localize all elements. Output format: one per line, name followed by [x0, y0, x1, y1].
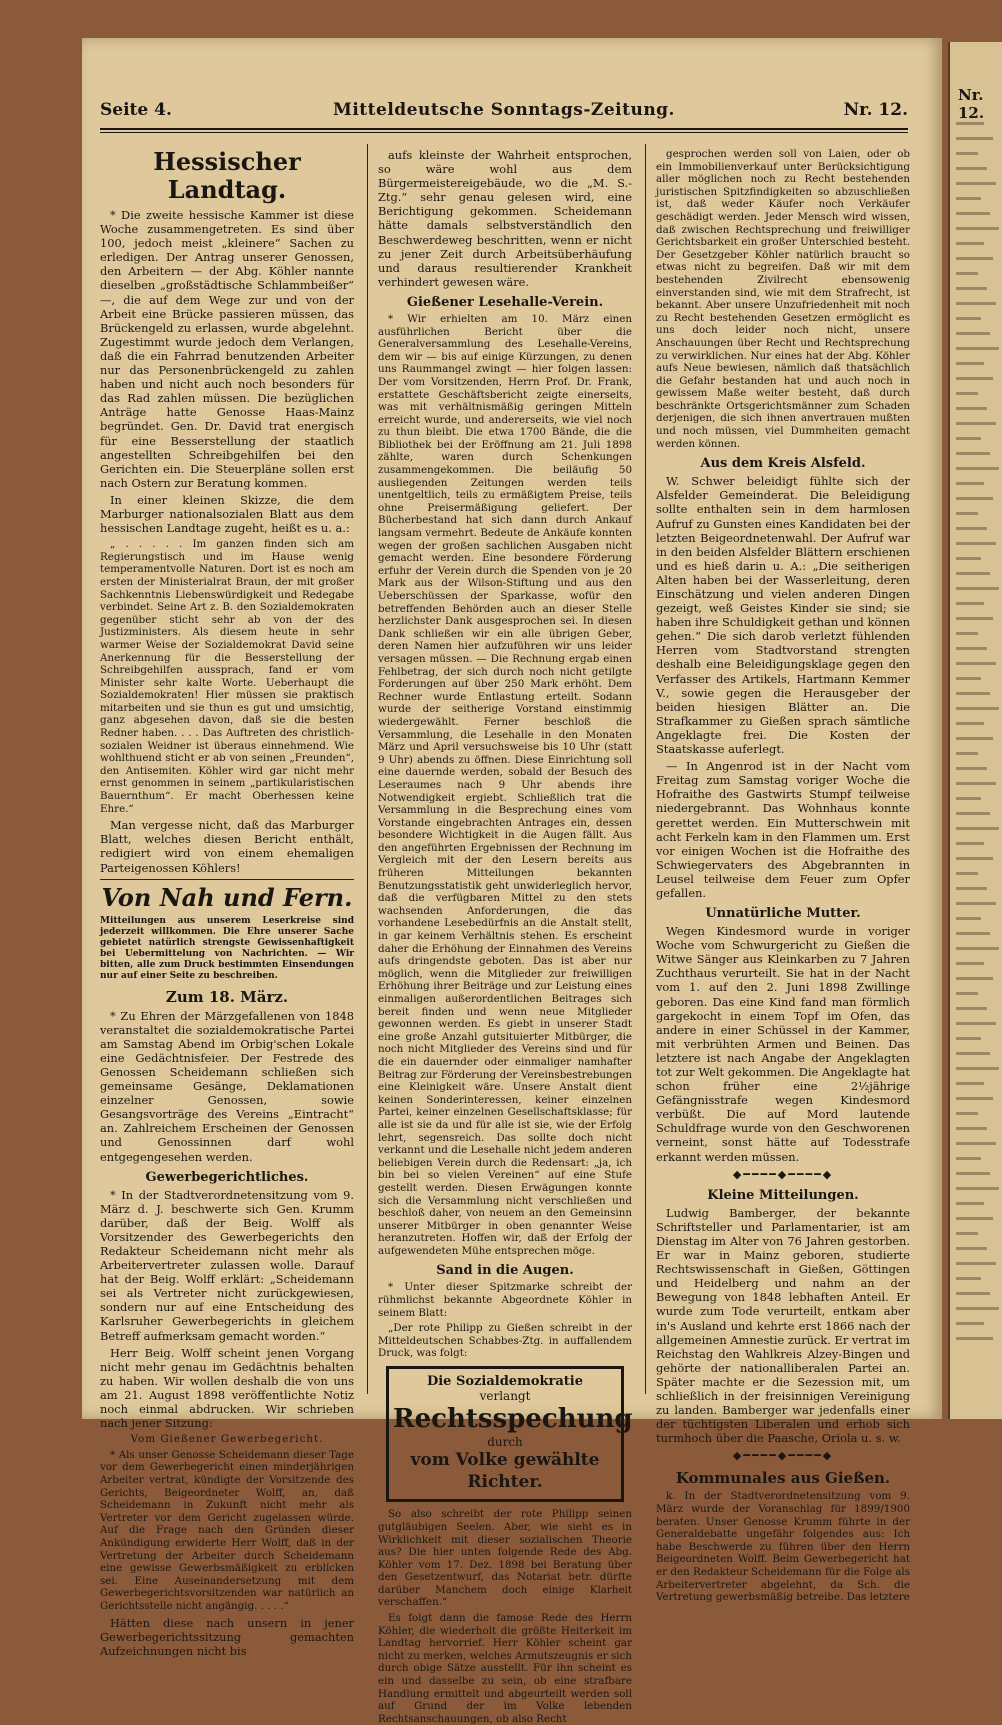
adjacent-text-line: [956, 422, 996, 425]
adjacent-text-line: [956, 1172, 990, 1175]
heading-giessener-lesehalle-verein: Gießener Lesehalle-Verein.: [406, 294, 604, 310]
adjacent-text-line: [956, 797, 981, 800]
adjacent-text-line: [956, 947, 999, 950]
adjacent-text-line: [956, 1277, 981, 1280]
adjacent-text-line: [956, 377, 993, 380]
adjacent-text-line: [956, 707, 999, 710]
page-header: [100, 100, 908, 124]
adjacent-text-line: [956, 827, 999, 830]
adjacent-text-line: [956, 317, 981, 320]
heading-von-nah-und-fern: Von Nah und Fern.: [101, 882, 353, 912]
quoted-text: „ . . . . . Im ganzen finden sich am Regierungstisch und im Hause wenig temperamentvolle Naturen. Dort ist es noch am ersten der Ministerialrat Braun, der mit großer Sachkenntnis Liebenswürdigkeit und Redegabe verbindet. Seine Art z. B. den Sozialdemokraten gegenüber sticht sehr ab von der des Justizministers. Als diesem heute in sehr warmer Weise der Sozialdemokrat David seine Anerkennung für die Besserstellung der Schreibgehilfen aussprach, fand er vom Minister sehr kalte Worte. Ueberhaupt die Sozialdemokraten! Hier müssen sie praktisch mitarbeiten und sie thun es gut und umsichtig, ganz abgesehen davon, daß sie die besten Redner haben. . . . Das Auftreten des christlich-sozialen Weidner ist überaus einnehmend. Wie wohlthuend sticht er ab von seinen „Freunden“, den Antisemiten. Köhler wird gar nicht mehr ernst genommen in seinem „partikularistischen Bauernthum“. Er macht Oberhessen keine Ehre.“: [100, 538, 354, 815]
header-rule: [100, 128, 908, 130]
adjacent-text-line: [956, 272, 978, 275]
divider: [100, 879, 354, 880]
box-line: Die Sozialdemokratie: [426, 1374, 584, 1390]
article-text: Hätten diese nach unsern in jener Gewerbegerichtssitzung gemachten Aufzeichnungen nicht bis: [100, 1615, 354, 1658]
adjacent-text-line: [956, 227, 999, 230]
quoted-box: [386, 1366, 633, 1502]
adjacent-page-number: Nr. 12.: [958, 86, 985, 122]
adjacent-text-line: [956, 437, 981, 440]
adjacent-text-line: [956, 287, 987, 290]
quoted-text: „Der rote Philipp zu Gießen schreibt in der Mitteldeutschen Schabbes-Ztg. in auffallendem Druck, was folgt:: [378, 1322, 632, 1360]
column-3: [656, 148, 910, 1604]
heading-unnatuerliche-mutter: Unnatürliche Mutter.: [705, 906, 861, 922]
article-text: * Die zweite hessische Kammer ist diese Woche zusammengetreten. Es sind über 100, jedoch meist „kleinere“ Sachen zu erledigen. Der Antrag unserer Genossen, den Arbeitern — der Abg. Köhler nannte dieselben „großstädtische Schlammbeißer“ —, die auf dem Wege zur und von der Arbeit eine Brücke passieren müssen, das Brückengeld zu erlassen, wurde abgelehnt. Zugestimmt wurde jedoch dem Verlangen, daß die ein Fahrrad benutzenden Arbeiter nur das Personenbrückengeld zu zahlen haben und nicht auch noch besonders für das Rad zahlen müssen. Die bezüglichen Anträge hatte Genosse Haas-Mainz begründet. Gen. Dr. David trat energisch für eine Besserstellung der staatlich angestellten Schreibgehilfen bei den Gerichten ein. Die Steuerpläne sollen erst nach Ostern zur Beratung kommen.: [100, 208, 354, 490]
adjacent-text-line: [956, 512, 978, 515]
adjacent-text-line: [956, 632, 978, 635]
adjacent-text-line: [956, 962, 984, 965]
issue-number: Nr. 12.: [843, 100, 908, 120]
adjacent-text-line: [956, 242, 984, 245]
adjacent-text-line: [956, 452, 990, 455]
adjacent-text-line: [956, 1292, 990, 1295]
adjacent-text-line: [956, 902, 996, 905]
adjacent-text-line: [956, 857, 993, 860]
adjacent-text-line: [956, 152, 978, 155]
adjacent-text-line: [956, 782, 996, 785]
adjacent-text-line: [956, 1307, 999, 1310]
adjacent-text-line: [956, 362, 984, 365]
adjacent-text-line: [956, 677, 981, 680]
adjacent-text-line: [956, 812, 990, 815]
adjacent-text-line: [956, 587, 999, 590]
adjacent-text-line: [956, 1127, 987, 1130]
article-text: Wegen Kindesmord wurde in voriger Woche vom Schwurgericht zu Gießen die Witwe Sänger aus Kleinkarben zu 7 Jahren Zuchthaus verurteilt. Sie hat in der Nacht vom 1. auf den 2. Juni 1898 Zwillinge geboren. Das eine Kind fand man förmlich gargekocht in einem Topf im Ofen, das andere in einer Schüssel in der Kammer, mit verbrühten Armen und Beinen. Das letztere ist nach Angabe der Angeklagten tot zur Welt gekommen. Die Angeklagte hat schon früher eine 2½jährige Gefängnisstrafe wegen Kindesmord verbüßt. Die auf Mord lautende Schuldfrage wurde von den Geschworenen verneint, sonst hätte auf Todesstrafe erkannt werden müssen.: [656, 924, 910, 1164]
article-text: Es folgt dann die famose Rede des Herrn Köhler, die wiederholt die größte Heiterkeit im Landtag hervorrief. Herr Köhler scheint gar nicht zu merken, welches Armutszeugnis er sich durch obige Sätze ausstellt. Für ihn scheint es ein und dasselbe zu sein, ob eine strafbare Handlung ermittelt und abgeurteilt werden soll auf Grund der im Volke lebenden Rechtsanschauungen, ob also Recht: [378, 1612, 632, 1725]
column-2: [378, 148, 633, 1725]
adjacent-text-line: [956, 467, 999, 470]
adjacent-text-line: [956, 887, 987, 890]
heading-kleine-mitteilungen: Kleine Mitteilungen.: [707, 1187, 859, 1203]
quoted-heading: Vom Gießener Gewerbegericht.: [130, 1433, 324, 1446]
adjacent-text-line: [956, 1262, 996, 1265]
adjacent-text-line: [956, 1082, 984, 1085]
adjacent-text-line: [956, 1217, 993, 1220]
article-text: — In Angenrod ist in der Nacht vom Freitag zum Samstag voriger Woche die Hofraithe des Gastwirts Stumpf teilweise niedergebrannt. Das Wohnhaus konnte gerettet werden. Ein Mutterschwein mit acht Ferkeln kam in den Flammen um. Erst vor einigen Wochen ist die Hofraithe des Schwiegervaters des Abgebrannten in Leusel teilweise dem Feuer zum Opfer gefallen.: [656, 759, 910, 900]
adjacent-text-line: [956, 917, 981, 920]
column-divider: [367, 144, 368, 1394]
adjacent-text-line: [956, 1067, 999, 1070]
adjacent-text-line: [956, 647, 987, 650]
heading-sand-in-die-augen: Sand in die Augen.: [436, 1263, 574, 1279]
adjacent-text-line: [956, 602, 984, 605]
adjacent-text-line: [956, 767, 987, 770]
adjacent-text-line: [956, 257, 993, 260]
adjacent-text-line: [956, 527, 987, 530]
adjacent-text-line: [956, 137, 993, 140]
adjacent-text-line: [956, 497, 993, 500]
article-text: gesprochen werden soll von Laien, oder ob ein Immobilienverkauf unter Berücksichtigung aller möglichen noch zu Recht bestehenden juristischen Spitzfindigkeiten so abzuschließen ist, daß weder Käufer noch Verkäufer geschädigt werden. Jeder Mensch wird wissen, daß zwischen Rechtsprechung und freiwilliger Gerichtsbarkeit ein großer Unterschied besteht. Der Gesetzgeber Köhler natürlich braucht so etwas nicht zu begreifen. Daß wir mit dem bestehenden Zivilrecht ebensowenig einverstanden sind, wie mit dem Strafrecht, ist bekannt. Aber unsere Unzufriedenheit mit noch zu Recht bestehenden Gesetzen ermöglicht es uns doch leider noch nicht, unsere Anschauungen über Recht und Rechtsprechung zu verwirklichen. Nur eines hat der Abg. Köhler aufs Neue bewiesen, nämlich daß thatsächlich die Gefahr bestanden hat und auch noch in gewissem Maße weiter besteht, daß durch beschränkte Ortsgerichtsmänner zum Schaden derjenigen, die sich ihnen anvertrauen mußten und noch müssen, viel Dummheiten gemacht werden können.: [656, 148, 910, 450]
adjacent-text-line: [956, 737, 993, 740]
adjacent-text-line: [956, 1142, 996, 1145]
adjacent-text-line: [956, 1037, 981, 1040]
adjacent-text-line: [956, 932, 990, 935]
adjacent-text-line: [956, 1322, 984, 1325]
adjacent-text-line: [956, 347, 999, 350]
article-text: k. In der Stadtverordnetensitzung vom 9. März wurde der Voranschlag für 1899/1900 beraten. Unser Genosse Krumm führte in der Generaldebatte ungefähr folgendes aus: Ich habe Beschwerde zu führen über den Herrn Beigeordneten Wolff. Beim Gewerbegericht hat er den Redakteur Scheidemann für die Folge als Arbeitervertreter abgelehnt, da Sch. die Vertretung gewerbsmäßig betreibe. Das letztere: [656, 1490, 910, 1604]
adjacent-text-line: [956, 1112, 978, 1115]
header-rule-thin: [100, 132, 908, 133]
adjacent-text-line: [956, 482, 984, 485]
adjacent-text-line: [956, 617, 993, 620]
newspaper-title: Mitteldeutsche Sonntags-Zeitung.: [333, 100, 675, 120]
adjacent-text-line: [956, 1007, 987, 1010]
column-divider: [645, 144, 646, 1394]
adjacent-text-line: [956, 1232, 978, 1235]
adjacent-text-line: [956, 977, 993, 980]
article-text: Man vergesse nicht, daß das Marburger Blatt, welches diesen Bericht enthält, redigiert wird von einem ehemaligen Parteigenossen Köhlers!: [100, 818, 354, 875]
box-line: verlangt: [479, 1389, 531, 1404]
adjacent-text-line: [956, 197, 981, 200]
adjacent-text-line: [956, 557, 981, 560]
heading-zum-18-maerz: Zum 18. März.: [165, 987, 289, 1006]
article-text: * In der Stadtverordnetensitzung vom 9. März d. J. beschwerte sich Gen. Krumm darüber, daß der Beig. Wolff als Vorsitzender des Gewerbegerichts den Redakteur Scheidemann nicht mehr als Arbeitervertreter zulassen wolle. Darauf hat der Beig. Wolff erklärt: „Scheidemann sei als Vertreter nicht zurückgewiesen, sondern nur auf eine Entscheidung des Karlsruher Gewerbegerichts in gleichem Betreff aufmerksam gemacht worden.“: [100, 1187, 354, 1343]
adjacent-text-line: [956, 1097, 993, 1100]
article-text: So also schreibt der rote Philipp seinen gutgläubigen Seelen. Aber, wie sieht es in Wirklichkeit mit dieser sozialischen Theorie aus? Die hier unten folgende Rede des Abg. Köhler vom 17. Dez. 1898 bei Beratung über den Gesetzentwurf, das Notariat betr. dürfte darüber Manchem doch einige Klarheit verschaffen.“: [378, 1508, 632, 1609]
adjacent-text-line: [956, 1202, 984, 1205]
adjacent-text-line: [956, 1187, 999, 1190]
adjacent-text-line: [956, 1052, 990, 1055]
adjacent-text-line: [956, 542, 996, 545]
adjacent-text-line: [956, 662, 996, 665]
article-text: aufs kleinste der Wahrheit entsprochen, so wäre wohl aus dem Bürgermeistereigebäude, wo die „M. S.-Ztg.“ sehr genau gelesen wird, eine Berichtigung gekommen. Scheidemann hätte damals selbstverständlich den Beschwerdeweg beschritten, wenn er nicht zu jener Zeit durch Arbeitsüberhäufung und daraus resultierender Krankheit verhindert gewesen wäre.: [378, 148, 632, 289]
adjacent-text-line: [956, 842, 984, 845]
adjacent-text-line: [956, 407, 987, 410]
adjacent-text-line: [956, 1247, 987, 1250]
adjacent-text-line: [956, 122, 984, 125]
adjacent-text-line: [956, 872, 978, 875]
adjacent-text-line: [956, 1157, 981, 1160]
article-text: Ludwig Bamberger, der bekannte Schriftsteller und Parlamentarier, ist am Dienstag im Alter von 76 Jahren gestorben. Er war in Mainz geboren, studierte Rechtswissenschaft in Gießen, Göttingen und Heidelberg und nahm an der Bewegung von 1848 lebhaften Anteil. Er wurde zum Tode verurteilt, entkam aber in's Ausland und kehrte erst 1866 nach der allgemeinen Amnestie zurück. Er vertrat im Reichstag den Wahlkreis Alzey-Bingen und gehörte der nationalliberalen Partei an. Später machte er die Sezession mit, um schließlich in der freisinnigen Vereinigung zu landen. Bamberger war jedenfalls einer der tüchtigsten Liberalen und erhob sich turmhoch über die Paasche, Oriola u. s. w.: [656, 1205, 910, 1446]
quoted-text: * Als unser Genosse Scheidemann dieser Tage vor dem Gewerbegericht einen minderjährigen Arbeiter vertrat, kündigte der Vorsitzende des Gerichts, Beigeordneter Wolff, an, daß Scheidemann in Zukunft nicht mehr als Vertreter vor dem Gericht zugelassen würde. Auf die Frage nach den Gründen dieser Ankündigung erwiderte Herr Wolff, daß in der Vertretung der Arbeiter durch Scheidemann eine gewisse Gewerbsmäßigkeit zu erblicken sei. Eine Auseinandersetzung mit dem Gewerbegerichtsvorsitzenden war natürlich an Gerichtsstelle nicht angängig. . . . .“: [100, 1448, 354, 1612]
adjacent-text-line: [956, 392, 978, 395]
newspaper-page: [82, 38, 942, 1725]
page-number: Seite 4.: [100, 100, 172, 120]
box-line: durch: [487, 1435, 523, 1450]
adjacent-text-line: [956, 167, 987, 170]
adjacent-text-line: [956, 692, 990, 695]
ornament-divider: ◆━━━━◆━━━━◆: [732, 1167, 834, 1181]
column-1: [100, 147, 354, 1658]
adjacent-text-line: [956, 302, 996, 305]
article-text: W. Schwer beleidigt fühlte sich der Alsfelder Gemeinderat. Die Beleidigung sollte enthalten sein in dem harmlosen Aufruf zu Gunsten eines Kandidaten bei der letzten Beigeordnetenwahl. Der Aufruf war in den beiden Alsfelder Blättern erschienen und es hieß darin u. A.: „Die seitherigen Alten haben bei der Wasserleitung, deren Einschätzung und vielen anderen Dingen gezeigt, weß Geistes Kinder sie sind; sie haben ihre Schuldigkeit gethan und können gehen.“ Die sich darob verletzt fühlenden Herren vom Stadtvorstand strengten deshalb eine Beleidigungsklage gegen den Verfasser des Artikels, Hartmann Kemmer V., sowie gegen die Herausgeber der beiden hiesigen Blätter an. Die Strafkammer zu Gießen sprach sämtliche Angeklagte frei. Die Kosten der Staatskasse auferlegt.: [656, 474, 910, 757]
editorial-notice: Mitteilungen aus unserem Leserkreise sind jederzeit willkommen. Die Ehre unserer Sache gebietet natürlich strengste Gewissenhaftigkeit bei Uebermittelung von Nachrichten. — Wir bitten, alle zum Druck bestimmten Einsendungen nur auf einer Seite zu beschreiben.: [100, 915, 354, 981]
adjacent-text-line: [956, 1337, 993, 1340]
adjacent-text-line: [956, 332, 990, 335]
adjacent-page-edge: [948, 42, 1002, 1419]
adjacent-text-line: [956, 752, 978, 755]
heading-hessischer-landtag: Hessischer Landtag.: [153, 147, 301, 204]
box-headline: Rechtsspechung: [393, 1404, 633, 1435]
ornament-divider: ◆━━━━◆━━━━◆: [732, 1449, 834, 1463]
adjacent-text-line: [956, 992, 978, 995]
adjacent-text-line: [956, 182, 996, 185]
adjacent-text-line: [956, 1022, 996, 1025]
article-text: In einer kleinen Skizze, die dem Marburger nationalsozialen Blatt aus dem hessischen Landtage zugeht, heißt es u. a.:: [100, 492, 354, 536]
article-text: Herr Beig. Wolff scheint jenen Vorgang nicht mehr genau im Gedächtnis behalten zu haben. Wir wollen deshalb die von uns am 21. August 1898 veröffentlichte Notiz noch einmal abdrucken. Wir schrieben nach jener Sitzung:: [100, 1345, 354, 1431]
article-text: * Unter dieser Spitzmarke schreibt der rühmlichst bekannte Abgeordnete Köhler in seinem Blatt:: [378, 1281, 632, 1319]
adjacent-text-line: [956, 722, 984, 725]
adjacent-text-line: [956, 212, 990, 215]
heading-kommunales-aus-giessen: Kommunales aus Gießen.: [675, 1469, 891, 1488]
article-text: * Zu Ehren der Märzgefallenen von 1848 veranstaltet die sozialdemokratische Partei am Samstag Abend im Orbig'schen Lokale eine Gedächtnisfeier. Der Festrede des Genossen Scheidemann schließen sich gemeinsame Gesänge, Deklamationen einzelner Genossen, sowie Gesangsvorträge des Vereins „Eintracht“ an. Zahlreichem Erscheinen der Genossen und Genossinnen darf wohl entgegengesehen werden.: [100, 1008, 354, 1164]
box-line: vom Volke gewählte Richter.: [410, 1450, 600, 1493]
article-text: * Wir erhielten am 10. März einen ausführlichen Bericht über die Generalversammlung des Lesehalle-Vereins, dem wir — bis auf einige Kürzungen, zu denen uns Raummangel zwingt — hier folgen lassen: Der vom Vorsitzenden, Herrn Prof. Dr. Frank, erstattete Geschäftsbericht zeigte einerseits, was mit verhältnismäßig geringen Mitteln erreicht wurde, und andererseits, wie viel noch zu thun bleibt. Die etwa 1700 Bände, die die Bibliothek bei der Eröffnung am 21. Juli 1898 zählte, waren durch Schenkungen zusammengekommen. Die beiläufig 50 ausliegenden Zeitungen werden teils unentgeltlich, teils zu ermäßigtem Preise, teils ohne Preisermäßigung geliefert. Der Bücherbestand hat sich dann durch Ankauf langsam vermehrt. Bedeute de Ankäufe konnten wegen der großen sachlichen Ausgaben nicht gemacht werden. Eine besondere Förderung erfuhr der Verein durch die Spenden von je 20 Mark aus der Wilson-Stiftung und aus den Ueberschüssen der Sparkasse, wofür den betreffenden Behörden auch an dieser Stelle herzlichster Dank ausgesprochen sei. In diesen Dank schließen wir ein alle übrigen Geber, deren Namen hier aufzuführen wir uns leider versagen müssen. — Die Rechnung ergab einen Fehlbetrag, der sich durch noch nicht getilgte Forderungen auf über 250 Mark erhöht. Dem Rechner wurde Entlastung erteilt. Sodann wurde der seitherige Vorstand einstimmig wiedergewählt. Ferner beschloß die Versammlung, die Lesehalle in den Monaten März und April versuchsweise bis 10 Uhr (statt 9 Uhr) abends zu öffnen. Diese Einrichtung soll eine dauernde werden, sobald der Besuch des Leseraumes nach 9 Uhr abends ihre Notwendigkeit ergiebt. Schließlich trat die Versammlung in die Besprechung eines vom Vorstande eingebrachten Antrages ein, dessen besondere Wichtigkeit in die Augen fällt. Aus den angeführten Ergebnissen der Rechnung im Vergleich mit der den Lesern bereits aus früheren Mitteilungen bekannten Benutzungsstatistik geht unwiderleglich hervor, daß die verfügbaren Mittel zu den stets wachsenden Anforderungen, die das vorhandene Lesebedürfnis an die Anstalt stellt, in gar keinem Verhältnis stehen. Es erscheint daher die Erhöhung der Einnahmen des Vereins aufs dringendste geboten. Das ist aber nur möglich, wenn die Mitglieder zur freiwilligen Erhöhung ihrer Beiträge und zur Leistung eines einmaligen außerordentlichen Beitrages sich bereit finden und wenn neue Mitglieder gewonnen werden. Es giebt in unserer Stadt eine große Anzahl gutsituierter Mitbürger, die noch nicht Mitglieder des Vereins sind und für die ein dauernder oder einmaliger namhafter Beitrag zur Förderung der Vereinsbestrebungen eine Kleinigkeit wäre. Unsere Anstalt dient keinen Sonderinteressen, keiner einzelnen Partei, keiner einzelnen Gesellschaftsklasse; für alle ist sie da und für alle ist sie, wie der Erfolg lehrt, segensreich. Das sollte doch nicht verkannt und die Lesehalle nicht jedem anderen beliebigen Verein durch die Redensart: „ja, ich bin bei so vielen Vereinen“ auf eine Stufe gestellt werden. Diesen Erwägungen konnte sich die Versammlung nicht verschließen und beschloß daher, von neuem an den Gemeinsinn unserer Mitbürger in oben genannter Weise heranzutreten. Hoffen wir, daß der Erfolg der aufgewendeten Mühe entsprechen möge.: [378, 312, 632, 1257]
heading-aus-dem-kreis-alsfeld: Aus dem Kreis Alsfeld.: [700, 456, 866, 472]
heading-gewerbegerichtliches: Gewerbegerichtliches.: [145, 1169, 309, 1185]
adjacent-text-line: [956, 572, 990, 575]
